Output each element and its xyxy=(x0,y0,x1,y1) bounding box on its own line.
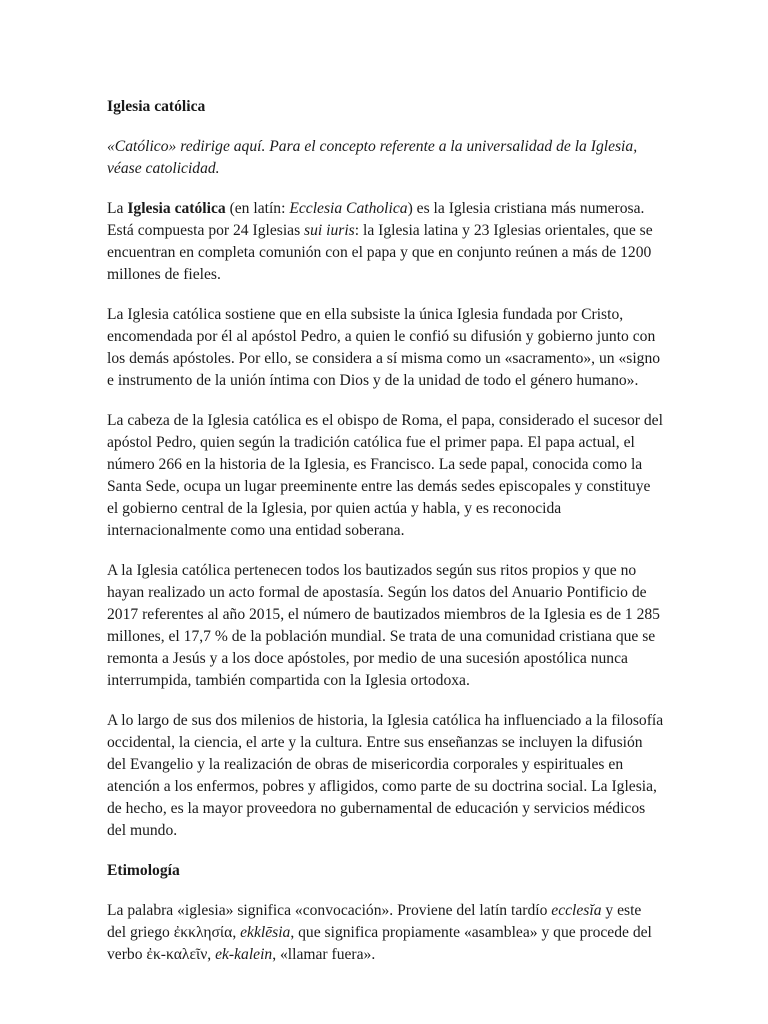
text-run: ) es la Iglesia cristiana más numerosa. Está compuesta por 24 Iglesias xyxy=(107,200,645,239)
text-run: , «llamar fuera». xyxy=(272,946,376,963)
section-title-etymology: Etimología xyxy=(107,862,180,879)
bold-church-name: Iglesia católica xyxy=(127,200,226,217)
text-run: , que significa propiamente «asamblea» y que procede del verbo xyxy=(107,924,652,963)
text-run: : la Iglesia latina y 23 Iglesias orientales, que se encuentran en completa comunión con el papa y que en conjunto reúnen a más de 1200 millones de fieles. xyxy=(107,222,653,283)
sui-iuris-term: sui iuris xyxy=(304,222,355,239)
latin-term: ecclesĭa xyxy=(551,902,602,919)
text-run: , xyxy=(232,924,241,941)
latin-name: Ecclesia Catholica xyxy=(289,200,408,217)
transliteration: ekklēsia xyxy=(240,924,291,941)
paragraph-etymology xyxy=(107,900,664,966)
paragraph-papacy: La cabeza de la Iglesia católica es el obispo de Roma, el papa, considerado el sucesor del apóstol Pedro, quien según la tradición católica fue el primer papa. El papa actual, el número 266 en la historia de la Iglesia, es Francisco. La sede papal, conocida como la Santa Sede, ocupa un lugar preeminente entre las demás sedes episcopales y constituye el gobierno central de la Iglesia, por quien actúa y habla, y es reconocida internacionalmente como una entidad soberana. xyxy=(107,412,663,539)
text-run: La xyxy=(107,200,128,217)
text-run: La palabra «iglesia» significa «convocación». Proviene del latín tardío xyxy=(107,902,552,919)
verb-transliteration: ek-kalein xyxy=(215,946,273,963)
paragraph-membership: A la Iglesia católica pertenecen todos los bautizados según sus ritos propios y que no hayan realizado un acto formal de apostasía. Según los datos del Anuario Pontificio de 2017 referentes al año 2015, el número de bautizados miembros de la Iglesia es de 1 285 millones, el 17,7 % de la población mundial. Se trata de una comunidad cristiana que se remonta a Jesús y a los doce apóstoles, por medio de una sucesión apostólica nunca interrumpida, también compartida con la Iglesia ortodoxa. xyxy=(107,562,660,689)
greek-verb: ἐκ-καλεῖν xyxy=(146,946,208,963)
paragraph-doctrine: La Iglesia católica sostiene que en ella subsiste la única Iglesia fundada por Cristo, encomendada por él al apóstol Pedro, a quien le confió su difusión y gobierno junto con los demás apóstoles. Por ello, se considera a sí misma como un «sacramento», un «signo e instrumento de la unión íntima con Dios y de la unidad de todo el género humano». xyxy=(107,306,661,389)
text-run: (en latín: xyxy=(225,200,290,217)
paragraph-intro xyxy=(107,198,664,286)
text-run: y este del griego xyxy=(107,902,642,941)
document-title: Iglesia católica xyxy=(107,98,206,115)
redirect-note: «Católico» redirige aquí. Para el concepto referente a la universalidad de la Iglesia, véase catolicidad. xyxy=(107,138,638,177)
greek-term: ἐκκλησία xyxy=(173,924,233,941)
paragraph-influence: A lo largo de sus dos milenios de historia, la Iglesia católica ha influenciado a la filosofía occidental, la ciencia, el arte y la cultura. Entre sus enseñanzas se incluyen la difusión del Evangelio y la realización de obras de misericordia corporales y espirituales en atención a los enfermos, pobres y afligidos, como parte de su doctrina social. La Iglesia, de hecho, es la mayor proveedora no gubernamental de educación y servicios médicos del mundo. xyxy=(107,712,664,839)
text-run: , xyxy=(207,946,216,963)
